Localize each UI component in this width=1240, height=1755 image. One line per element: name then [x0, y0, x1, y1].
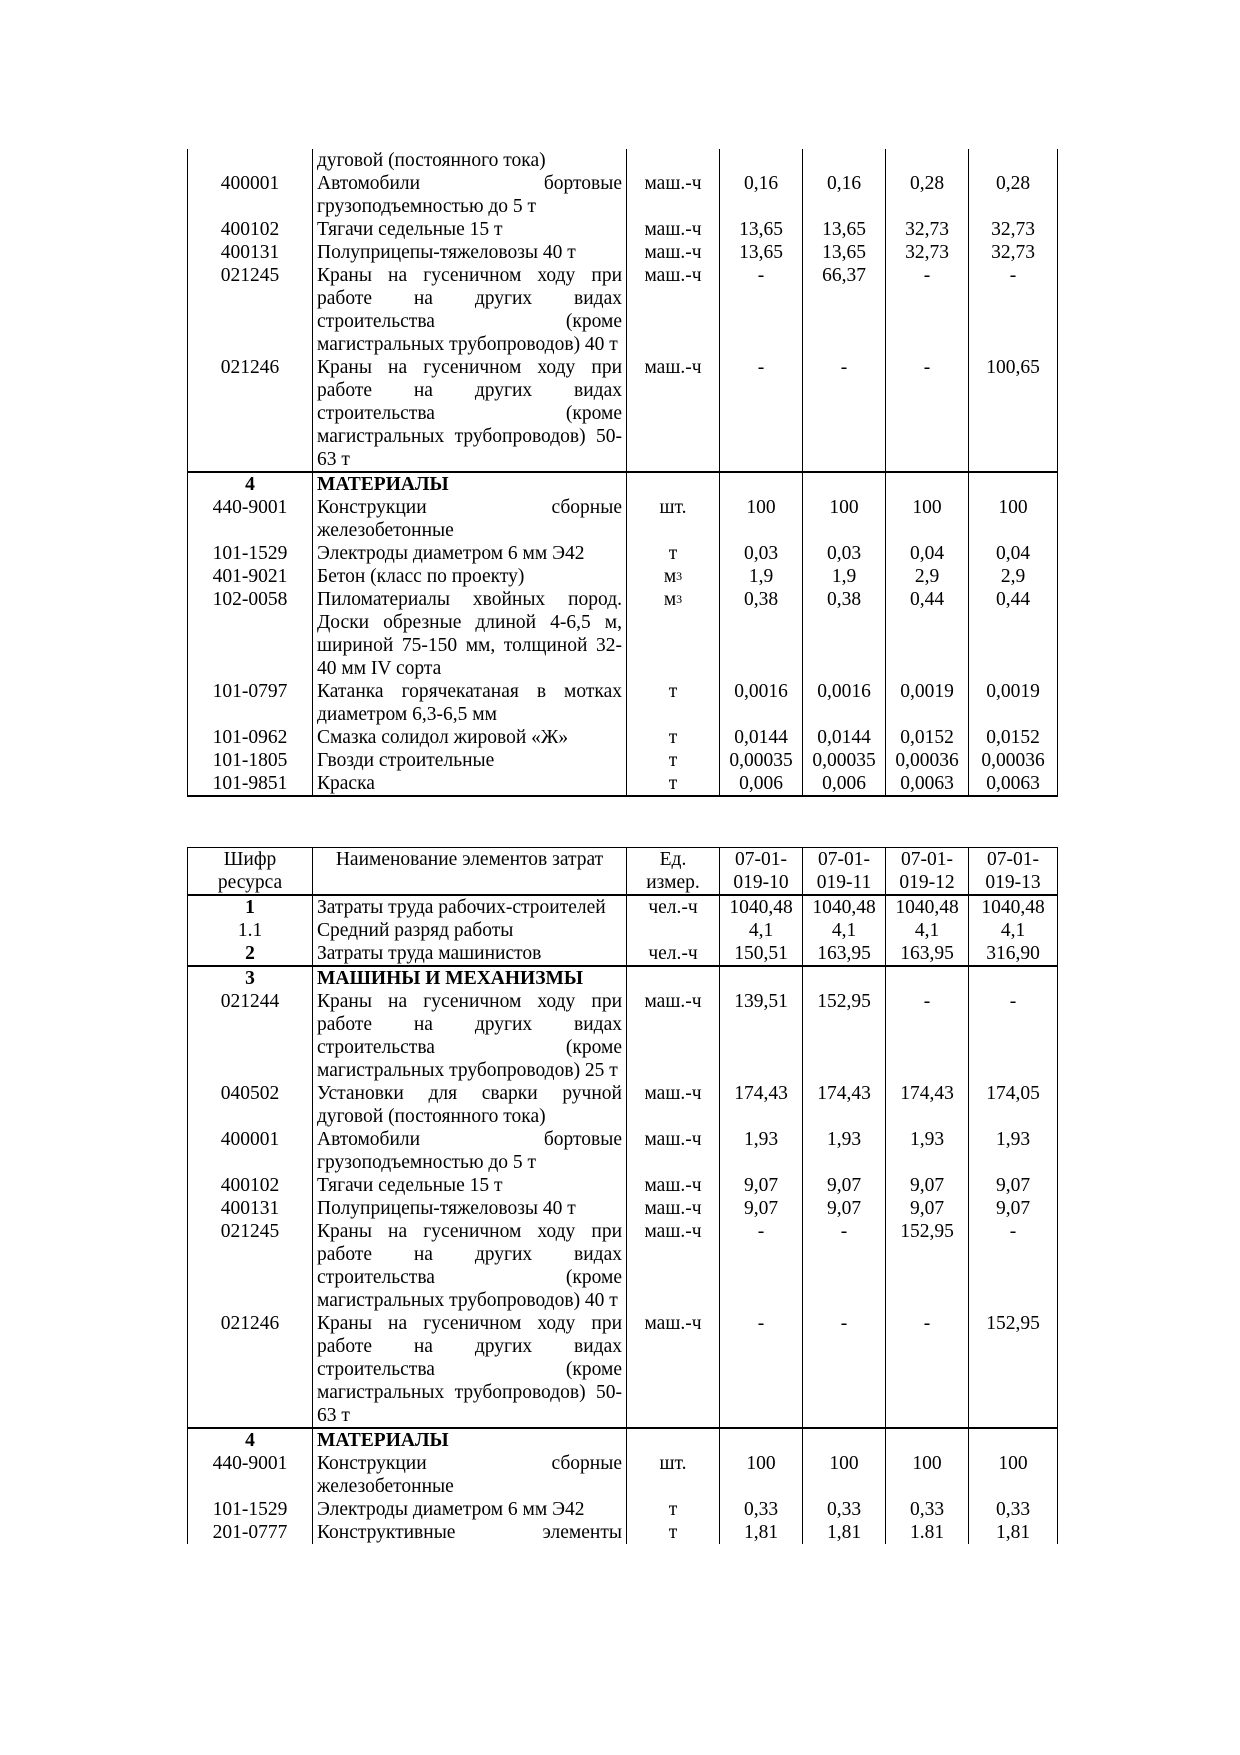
resource-name: Автомобили бортовые грузоподъемностью до 5 т — [313, 172, 627, 218]
unit: маш.-ч — [627, 1174, 720, 1197]
value-col-3 — [886, 966, 969, 990]
section-number: 3 — [188, 966, 313, 990]
value-col-2: 13,65 — [803, 218, 886, 241]
value-col-1: 0,33 — [720, 1498, 803, 1521]
resource-code: 101-1805 — [188, 749, 313, 772]
unit: маш.-ч — [627, 264, 720, 356]
resource-name: Пиломатериалы хвойных пород. Доски обрезные длиной 4-6,5 м, шириной 75-150 мм, толщиной 32-40 мм IV сорта — [313, 588, 627, 680]
unit: т — [627, 542, 720, 565]
value-col-1: 9,07 — [720, 1174, 803, 1197]
value-col-1: 0,16 — [720, 172, 803, 218]
unit — [627, 919, 720, 942]
value-col-1: 150,51 — [720, 942, 803, 966]
value-col-1: 4,1 — [720, 919, 803, 942]
resource-name: Тягачи седельные 15 т — [313, 1174, 627, 1197]
unit — [627, 565, 720, 588]
unit: маш.-ч — [627, 241, 720, 264]
value-col-3: 0,0063 — [886, 772, 969, 796]
value-col-3: - — [886, 990, 969, 1082]
value-col-3: 0,0019 — [886, 680, 969, 726]
unit: чел.-ч — [627, 895, 720, 919]
value-col-2: 100 — [803, 496, 886, 542]
resource-code: 021245 — [188, 1220, 313, 1312]
value-col-4: 0,0063 — [969, 772, 1058, 796]
value-col-2: 1040,48 — [803, 895, 886, 919]
value-col-1: 1,81 — [720, 1521, 803, 1544]
table-row — [188, 542, 1058, 565]
value-col-3 — [886, 1428, 969, 1452]
resource-code: 400131 — [188, 1197, 313, 1220]
value-col-4: 100 — [969, 496, 1058, 542]
value-col-3: 100 — [886, 1452, 969, 1498]
table-row — [188, 990, 1058, 1082]
value-col-2 — [803, 472, 886, 496]
resource-code: 1 — [188, 895, 313, 919]
resource-name: Конструкции сборные железобетонные — [313, 496, 627, 542]
value-col-4: 100,65 — [969, 356, 1058, 472]
value-col-4: 32,73 — [969, 218, 1058, 241]
value-col-4 — [969, 966, 1058, 990]
unit: т — [627, 772, 720, 796]
table-row — [188, 1498, 1058, 1521]
value-col-3 — [886, 149, 969, 172]
value-col-1: 100 — [720, 496, 803, 542]
value-col-2 — [803, 1428, 886, 1452]
value-col-1: 0,38 — [720, 588, 803, 680]
unit: маш.-ч — [627, 1082, 720, 1128]
value-col-2: - — [803, 356, 886, 472]
resource-code: 400131 — [188, 241, 313, 264]
value-col-1: 9,07 — [720, 1197, 803, 1220]
unit: маш.-ч — [627, 356, 720, 472]
value-col-4: 0,0019 — [969, 680, 1058, 726]
resource-name: Затраты труда машинистов — [313, 942, 627, 966]
resource-name: дуговой (постоянного тока) — [313, 149, 627, 172]
resource-code: 400102 — [188, 218, 313, 241]
unit: т — [627, 749, 720, 772]
value-col-2 — [803, 966, 886, 990]
value-col-1: - — [720, 356, 803, 472]
value-col-4 — [969, 472, 1058, 496]
value-col-2: 1,81 — [803, 1521, 886, 1544]
value-col-1: 0,006 — [720, 772, 803, 796]
header-unit: Ед. измер. — [627, 848, 720, 896]
table-row — [188, 565, 1058, 588]
value-col-3: 4,1 — [886, 919, 969, 942]
resource-name: Тягачи седельные 15 т — [313, 218, 627, 241]
value-col-4: 316,90 — [969, 942, 1058, 966]
value-col-3: 0,44 — [886, 588, 969, 680]
resource-name: Конструкции сборные железобетонные — [313, 1452, 627, 1498]
header-col-4: 07-01-019-13 — [969, 848, 1058, 896]
table-row — [188, 1174, 1058, 1197]
table-row — [188, 496, 1058, 542]
resource-code: 1.1 — [188, 919, 313, 942]
value-col-4: 0,00036 — [969, 749, 1058, 772]
resource-code: 101-1529 — [188, 1498, 313, 1521]
resource-name: Полуприцепы-тяжеловозы 40 т — [313, 241, 627, 264]
table-row — [188, 1197, 1058, 1220]
value-col-4: 4,1 — [969, 919, 1058, 942]
header-name: Наименование элементов затрат — [313, 848, 627, 896]
section-row-materials — [188, 472, 1058, 496]
value-col-3: 0,04 — [886, 542, 969, 565]
unit — [627, 149, 720, 172]
resource-name: Смазка солидол жировой «Ж» — [313, 726, 627, 749]
value-col-2: 152,95 — [803, 990, 886, 1082]
value-col-1: 0,0144 — [720, 726, 803, 749]
table-row — [188, 895, 1058, 919]
resource-name: Конструктивные элементы — [313, 1521, 627, 1544]
value-col-1 — [720, 149, 803, 172]
resource-table — [187, 847, 1058, 1544]
resource-name: Краны на гусеничном ходу при работе на других видах строительства (кроме магистральных трубопроводов) 40 т — [313, 1220, 627, 1312]
table-row — [188, 1312, 1058, 1428]
section-title: МАТЕРИАЛЫ — [313, 1428, 627, 1452]
value-col-4 — [969, 1428, 1058, 1452]
value-col-3: - — [886, 356, 969, 472]
unit: т — [627, 1521, 720, 1544]
value-col-1 — [720, 1428, 803, 1452]
unit: маш.-ч — [627, 172, 720, 218]
table-row — [188, 680, 1058, 726]
unit: маш.-ч — [627, 1197, 720, 1220]
value-col-3: 0,28 — [886, 172, 969, 218]
table-row — [188, 264, 1058, 356]
unit: т — [627, 726, 720, 749]
value-col-4: 152,95 — [969, 1312, 1058, 1428]
value-col-2: 1,9 — [803, 565, 886, 588]
resource-code: 401-9021 — [188, 565, 313, 588]
value-col-4: 0,0152 — [969, 726, 1058, 749]
value-col-1: - — [720, 264, 803, 356]
unit: маш.-ч — [627, 990, 720, 1082]
value-col-1: 1040,48 — [720, 895, 803, 919]
value-col-1 — [720, 472, 803, 496]
value-col-1: 13,65 — [720, 218, 803, 241]
value-col-1: - — [720, 1220, 803, 1312]
value-col-4: - — [969, 990, 1058, 1082]
section-title: МАТЕРИАЛЫ — [313, 472, 627, 496]
unit — [627, 1428, 720, 1452]
value-col-4: 0,44 — [969, 588, 1058, 680]
value-col-2: - — [803, 1220, 886, 1312]
value-col-2: 66,37 — [803, 264, 886, 356]
value-col-3 — [886, 472, 969, 496]
header-col-3: 07-01-019-12 — [886, 848, 969, 896]
unit: шт. — [627, 1452, 720, 1498]
value-col-1: 0,0016 — [720, 680, 803, 726]
section-row-machines — [188, 966, 1058, 990]
unit: маш.-ч — [627, 1220, 720, 1312]
resource-code: 440-9001 — [188, 1452, 313, 1498]
resource-code: 102-0058 — [188, 588, 313, 680]
value-col-3: 32,73 — [886, 218, 969, 241]
resource-code: 101-9851 — [188, 772, 313, 796]
value-col-1: 174,43 — [720, 1082, 803, 1128]
value-col-2: 0,0144 — [803, 726, 886, 749]
value-col-4 — [969, 149, 1058, 172]
value-col-1: 1,93 — [720, 1128, 803, 1174]
value-col-3: 100 — [886, 496, 969, 542]
header-col-1: 07-01-019-10 — [720, 848, 803, 896]
resource-code: 2 — [188, 942, 313, 966]
unit — [627, 966, 720, 990]
resource-name: Краны на гусеничном ходу при работе на других видах строительства (кроме магистральных трубопроводов) 50-63 т — [313, 1312, 627, 1428]
value-col-2: 0,03 — [803, 542, 886, 565]
value-col-2: 9,07 — [803, 1174, 886, 1197]
resource-code: 021245 — [188, 264, 313, 356]
value-col-4: - — [969, 1220, 1058, 1312]
resource-name: Катанка горячекатаная в мотках диаметром 6,3-6,5 мм — [313, 680, 627, 726]
value-col-4: 100 — [969, 1452, 1058, 1498]
table-row — [188, 588, 1058, 680]
table-row — [188, 1452, 1058, 1498]
value-col-3: 163,95 — [886, 942, 969, 966]
section-number: 4 — [188, 472, 313, 496]
value-col-2: 0,006 — [803, 772, 886, 796]
section-row-materials — [188, 1428, 1058, 1452]
value-col-4: 9,07 — [969, 1197, 1058, 1220]
resource-code: 440-9001 — [188, 496, 313, 542]
header-col-2: 07-01-019-11 — [803, 848, 886, 896]
value-col-1: 0,00035 — [720, 749, 803, 772]
resource-code: 040502 — [188, 1082, 313, 1128]
table-row — [188, 172, 1058, 218]
value-col-3: 32,73 — [886, 241, 969, 264]
resource-code — [188, 149, 313, 172]
value-col-2: 174,43 — [803, 1082, 886, 1128]
value-col-1: 0,03 — [720, 542, 803, 565]
value-col-3: 174,43 — [886, 1082, 969, 1128]
table-row — [188, 356, 1058, 472]
unit: т — [627, 680, 720, 726]
resource-name: Автомобили бортовые грузоподъемностью до 5 т — [313, 1128, 627, 1174]
value-col-2: 1,93 — [803, 1128, 886, 1174]
unit: чел.-ч — [627, 942, 720, 966]
value-col-2: - — [803, 1312, 886, 1428]
value-col-2: 13,65 — [803, 241, 886, 264]
value-col-4: 32,73 — [969, 241, 1058, 264]
table-row — [188, 1128, 1058, 1174]
unit-exponent: 3 — [676, 592, 683, 606]
resource-code: 021246 — [188, 356, 313, 472]
table-row — [188, 1220, 1058, 1312]
value-col-3: 152,95 — [886, 1220, 969, 1312]
section-title: МАШИНЫ И МЕХАНИЗМЫ — [313, 966, 627, 990]
resource-code: 201-0777 — [188, 1521, 313, 1544]
value-col-4: 0,33 — [969, 1498, 1058, 1521]
value-col-3: 2,9 — [886, 565, 969, 588]
unit: маш.-ч — [627, 1128, 720, 1174]
table-row — [188, 1082, 1058, 1128]
value-col-2: 0,38 — [803, 588, 886, 680]
resource-code: 400102 — [188, 1174, 313, 1197]
unit-base: м — [663, 566, 677, 587]
value-col-1: - — [720, 1312, 803, 1428]
value-col-2: 9,07 — [803, 1197, 886, 1220]
value-col-2: 4,1 — [803, 919, 886, 942]
resource-name: Краска — [313, 772, 627, 796]
value-col-3: 1,93 — [886, 1128, 969, 1174]
value-col-3: - — [886, 1312, 969, 1428]
table-row — [188, 726, 1058, 749]
resource-code: 021246 — [188, 1312, 313, 1428]
resource-code: 400001 — [188, 1128, 313, 1174]
section-number: 4 — [188, 1428, 313, 1452]
value-col-2: 100 — [803, 1452, 886, 1498]
resource-name: Средний разряд работы — [313, 919, 627, 942]
resource-code: 021244 — [188, 990, 313, 1082]
resource-name: Краны на гусеничном ходу при работе на других видах строительства (кроме магистральных трубопроводов) 25 т — [313, 990, 627, 1082]
resource-code: 400001 — [188, 172, 313, 218]
resource-name: Гвозди строительные — [313, 749, 627, 772]
value-col-4: 1,93 — [969, 1128, 1058, 1174]
table-row — [188, 749, 1058, 772]
unit: маш.-ч — [627, 218, 720, 241]
header-code: Шифр ресурса — [188, 848, 313, 896]
table-row — [188, 942, 1058, 966]
value-col-4: 9,07 — [969, 1174, 1058, 1197]
unit — [627, 588, 720, 680]
value-col-2: 163,95 — [803, 942, 886, 966]
value-col-4: 1040,48 — [969, 895, 1058, 919]
value-col-3: 9,07 — [886, 1174, 969, 1197]
table-row — [188, 241, 1058, 264]
value-col-1: 13,65 — [720, 241, 803, 264]
value-col-3: 0,33 — [886, 1498, 969, 1521]
unit: шт. — [627, 496, 720, 542]
value-col-3: 1.81 — [886, 1521, 969, 1544]
unit: маш.-ч — [627, 1312, 720, 1428]
value-col-3: 0,0152 — [886, 726, 969, 749]
table-row — [188, 919, 1058, 942]
table-header — [188, 848, 1058, 896]
value-col-4: 0,04 — [969, 542, 1058, 565]
resource-name: Электроды диаметром 6 мм Э42 — [313, 1498, 627, 1521]
value-col-1 — [720, 966, 803, 990]
resource-table-continuation — [187, 149, 1058, 797]
resource-name: Затраты труда рабочих-строителей — [313, 895, 627, 919]
value-col-4: - — [969, 264, 1058, 356]
resource-name: Электроды диаметром 6 мм Э42 — [313, 542, 627, 565]
value-col-2: 0,33 — [803, 1498, 886, 1521]
value-col-2 — [803, 149, 886, 172]
table-row — [188, 218, 1058, 241]
value-col-3: 1040,48 — [886, 895, 969, 919]
unit-exponent: 3 — [676, 569, 683, 583]
resource-name: Установки для сварки ручной дуговой (постоянного тока) — [313, 1082, 627, 1128]
value-col-4: 1,81 — [969, 1521, 1058, 1544]
value-col-2: 0,0016 — [803, 680, 886, 726]
resource-name: Полуприцепы-тяжеловозы 40 т — [313, 1197, 627, 1220]
unit: т — [627, 1498, 720, 1521]
value-col-1: 1,9 — [720, 565, 803, 588]
resource-code: 101-0962 — [188, 726, 313, 749]
resource-name: Краны на гусеничном ходу при работе на других видах строительства (кроме магистральных трубопроводов) 40 т — [313, 264, 627, 356]
resource-name: Бетон (класс по проекту) — [313, 565, 627, 588]
table-row — [188, 149, 1058, 172]
value-col-4: 174,05 — [969, 1082, 1058, 1128]
unit-base: м — [663, 589, 677, 610]
value-col-1: 100 — [720, 1452, 803, 1498]
value-col-4: 2,9 — [969, 565, 1058, 588]
value-col-3: 9,07 — [886, 1197, 969, 1220]
unit — [627, 472, 720, 496]
value-col-2: 0,16 — [803, 172, 886, 218]
table-row — [188, 1521, 1058, 1544]
table-row — [188, 772, 1058, 796]
value-col-1: 139,51 — [720, 990, 803, 1082]
value-col-3: 0,00036 — [886, 749, 969, 772]
resource-name: Краны на гусеничном ходу при работе на других видах строительства (кроме магистральных трубопроводов) 50-63 т — [313, 356, 627, 472]
value-col-4: 0,28 — [969, 172, 1058, 218]
resource-code: 101-1529 — [188, 542, 313, 565]
value-col-3: - — [886, 264, 969, 356]
value-col-2: 0,00035 — [803, 749, 886, 772]
resource-code: 101-0797 — [188, 680, 313, 726]
